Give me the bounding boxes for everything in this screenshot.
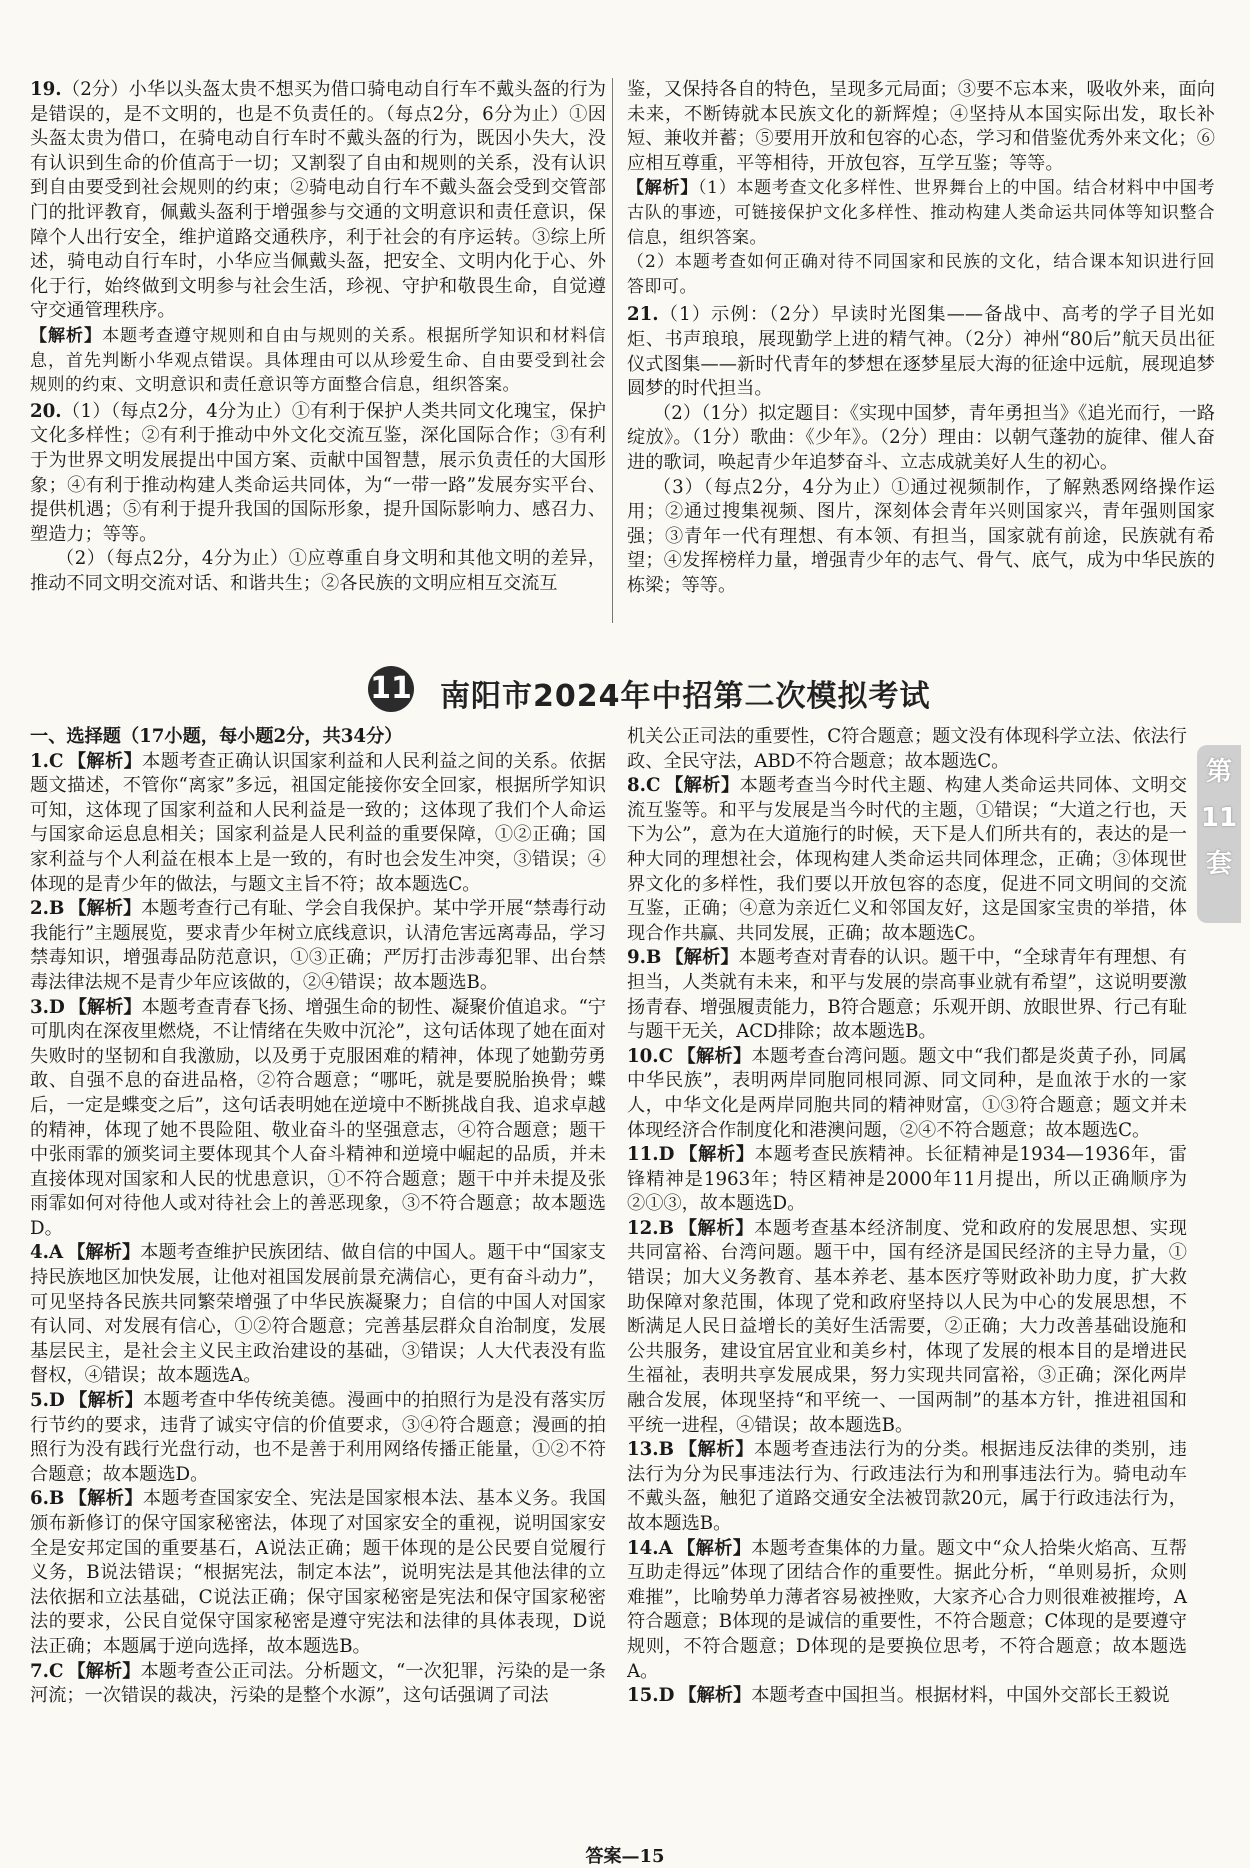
- answer-choice: D: [49, 996, 65, 1018]
- section-heading: 一、选择题（17小题，每小题2分，共34分）: [30, 726, 403, 747]
- choice-answer-item: [30, 750, 606, 898]
- question-number: 12.: [627, 1217, 659, 1239]
- analysis-text: 本题考查公正司法。分析题文，“一次犯罪，污染的是一条河流；一次错误的裁决，污染的是整个水源”，这句话强调了司法: [30, 1660, 606, 1707]
- question-number: 9.: [627, 947, 646, 969]
- analysis-text: 本题考查国家安全、宪法是国家根本法、基本义务。我国颁布新修订的保守国家秘密法，体现了对国家安全的重视，说明国家安全是安邦定国的重要基石，A说法正确；题干体现的是公民要自觉履行义务，B说法错误；“根据宪法，制定本法”，说明宪法是其他法律的立法依据和立法基础，C说法正确；保守国家秘密是宪法和保守国家秘密法的要求，公民自觉保守国家秘密是遵守宪法和法律的具体表现，D说法正确；本题属于逆向选择，故本题选B。: [30, 1488, 606, 1657]
- question-number: 11.: [627, 1144, 659, 1166]
- analysis-label: 【解析】: [678, 1144, 755, 1166]
- choice-answer-item: [30, 1487, 606, 1659]
- analysis-text: 本题考查违法行为的分类。根据违反法律的类别，违法行为分为民事违法行为、行政违法行为和刑事违法行为。骑电动车不戴头盔，触犯了道路交通安全法被罚款20元，属于行政违法行为，故本题选B。: [627, 1439, 1187, 1534]
- analysis-label: 【解析】: [665, 947, 739, 969]
- analysis-label: 【解析】: [664, 775, 740, 797]
- question-number: 20.: [30, 400, 62, 422]
- analysis-label: 【解析】: [30, 325, 103, 346]
- bottom-left-column: [30, 725, 606, 1709]
- choice-answer-item: [30, 1389, 606, 1487]
- analysis-text: 本题考查遵守规则和自由与规则的关系。根据所学知识和材料信息，首先判断小华观点错误。具体理由可以从珍爱生命、自由要受到社会规则的约束、文明意识和责任意识等方面整合信息，组织答案。: [30, 325, 607, 396]
- answer-choice: B: [646, 947, 662, 969]
- choice-answer-item: [627, 774, 1187, 946]
- analysis-text: 本题考查维护民族团结、做自信的中国人。题干中“国家支持民族地区加快发展，让他对祖国发展前景充满信心，更有奋斗动力”，可见坚持各民族共同繁荣增强了中华民族凝聚力；自信的中国人对国家有认同、对发展有信心，①②符合题意；完善基层群众自治制度，发展基层民主，是社会主义民主政治建设的基础，③错误；人大代表没有监督权，④错误；故本题选A。: [30, 1242, 606, 1387]
- answer-choice: D: [49, 1390, 65, 1412]
- analysis-text: 本题考查民族精神。长征精神是1934—1936年，雷锋精神是1963年；特区精神是2000年11月提出，所以正确顺序为②①③，故本题选D。: [627, 1144, 1187, 1215]
- analysis-text: 本题考查台湾问题。题文中“我们都是炎黄子孙，同属中华民族”，表明两岸同胞同根同源、同文同种，是血浓于水的一家人，中华文化是两岸同胞共同的精神财富，①③符合题意；题文并未体现经济合作制度化和港澳问题，②④不符合题意；故本题选C。: [627, 1045, 1187, 1141]
- question-number: 7.: [30, 1660, 49, 1682]
- answer-continuation: 机关公正司法的重要性，C符合题意；题文没有体现科学立法、依法行政、全民守法，ABD不符合题意；故本题选C。: [627, 726, 1187, 772]
- question-number: 19.: [30, 79, 62, 100]
- answer-choice: C: [646, 775, 661, 797]
- analysis-label: 【解析】: [67, 750, 143, 772]
- analysis-text: 本题考查青春飞扬、增强生命的韧性、凝聚价值追求。“宁可肌肉在深夜里燃烧，不让情绪在失败中沉沦”，这句话体现了她在面对失败时的坚韧和自我激励，以及勇于克服困难的精神，体现了她勤劳勇敢、自强不息的奋进品格，②符合题意；“哪吒，就是要脱胎换骨；蝶后，一定是蝶变之后”，这句话表明她在逆境中不断挑战自我、追求卓越的精神，体现了她不畏险阻、敬业奋斗的坚强意志，④符合题意；题干中张雨霏的颁奖词主要体现其个人奋斗精神和逆境中崛起的品质，并未直接体现对国家和人民的忧患意识，①不符合题意；题干中并未提及张雨霏如何对待他人或对待社会上的善恶现象，③不符合题意；故本题选D。: [30, 996, 606, 1239]
- question-21: [627, 303, 1215, 401]
- question-number: 13.: [627, 1439, 659, 1461]
- analysis-label: 【解析】: [678, 1217, 755, 1239]
- question-number: 4.: [30, 1242, 49, 1264]
- analysis-label: 【解析】: [67, 1660, 141, 1682]
- answer-text: （2分）小华以头盔太贵不想买为借口骑电动自行车不戴头盔的行为是错误的，是不文明的，也是不负责任的。（每点2分，6分为止）①因头盔太贵为借口，在骑电动自行车时不戴头盔的行为，既因小失大，没有认识到生命的价值高于一切；又割裂了自由和规则的关系，没有认识到自由要受到社会规则的约束；②骑电动自行车不戴头盔会受到交管部门的批评教育，佩戴头盔利于增强参与交通的文明意识和责任意识，保障个人出行安全，维护道路交通秩序，利于社会的有序运转。③综上所述，骑电动自行车时，小华应当佩戴头盔，把安全、文明内化于心、外化于行，始终做到文明参与社会生活，珍视、守护和敬畏生命，自觉遵守交通管理秩序。: [30, 79, 606, 322]
- analysis-text: 本题考查对青春的认识。题干中，“全球青年有理想、有担当，人类就有未来，和平与发展的崇高事业就有希望”，这说明要激扬青春、增强履责能力，B符合题意；乐观开朗、放眼世界、行己有耻与题干无关，ACD排除；故本题选B。: [627, 947, 1187, 1043]
- side-tab-char: 第: [1205, 757, 1232, 787]
- analysis-text: （1）本题考查文化多样性、世界舞台上的中国。结合材料中中国考古队的事迹，可链接保护文化多样性、推动构建人类命运共同体等知识整合信息，组织答案。: [627, 178, 1215, 248]
- answer-choice: B: [49, 898, 65, 920]
- answer-choice: B: [658, 1217, 675, 1239]
- question-number: 15.: [627, 1685, 659, 1707]
- analysis-label: 【解析】: [68, 898, 142, 920]
- question-number: 2.: [30, 898, 49, 920]
- answer-choice: C: [49, 1660, 64, 1682]
- analysis-text: 本题考查正确认识国家利益和人民利益之间的关系。依据题文描述，不管你“离家”多远，祖国定能接你安全回家，根据所学知识可知，这体现了国家利益和人民利益是一致的；这体现了我们个人命运与国家命运息息相关；国家利益是人民利益的重要保障，①②正确；国家利益与个人利益在根本上是一致的，有时也会发生冲突，③错误；④体现的是青少年的做法，与题文主旨不符；故本题选C。: [30, 750, 606, 895]
- answer-continuation: 鉴，又保持各自的特色，呈现多元局面；③要不忘本来，吸收外来，面向未来，不断铸就本民族文化的新辉煌；④坚持从本国实际出发，取长补短、兼收并蓄；⑤要用开放和包容的心态，学习和借鉴优秀外来文化；⑥应相互尊重，平等相待，开放包容，互学互鉴；等等。: [627, 79, 1215, 174]
- question-number: 10.: [627, 1045, 659, 1067]
- top-right-column: [627, 78, 1215, 598]
- analysis-label: 【解析】: [678, 1439, 755, 1461]
- choice-answer-item: [627, 1217, 1187, 1438]
- answer-choice: D: [658, 1685, 675, 1707]
- analysis-label: 【解析】: [677, 1045, 752, 1067]
- answer-choice: A: [49, 1242, 64, 1264]
- question-20: [30, 400, 606, 548]
- choice-answer-item: [627, 1045, 1187, 1143]
- set-side-tab: [1197, 745, 1241, 923]
- question-number: 3.: [30, 996, 49, 1018]
- answer-choice: B: [49, 1488, 65, 1510]
- analysis-text: 本题考查基本经济制度、党和政府的发展思想、实现共同富裕、台湾问题。题干中，国有经济是国民经济的主导力量，①错误；加大义务教育、基本养老、基本医疗等财政补助力度，扩大救助保障对象范围，体现了党和政府坚持以人民为中心的发展思想，不断满足人民日益增长的美好生活需要，②正确；大力改善基础设施和公共服务，建设宜居宜业和美乡村，体现了发展的根本目的是增进民生福祉，表明共享发展成果，努力实现共同富裕，③正确；深化两岸融合发展，体现坚持“和平统一、一国两制”的基本方针，推进祖国和平统一进程，④错误；故本题选B。: [627, 1217, 1187, 1436]
- answer-paragraph: （2）（1分）拟定题目：《实现中国梦，青年勇担当》《追光而行，一路绽放》。（1分）歌曲：《少年》。（2分）理由：以朝气蓬勃的旋律、催人奋进的歌词，唤起青少年追梦奋斗、立志成就美好人生的初心。: [627, 402, 1215, 473]
- question-number: 14.: [627, 1537, 659, 1559]
- side-tab-number: 11: [1200, 803, 1238, 833]
- analysis-text: 本题考查中国担当。根据材料，中国外交部长王毅说: [751, 1685, 1170, 1707]
- analysis-label: 【解析】: [68, 996, 142, 1018]
- analysis-label: 【解析】: [627, 178, 698, 199]
- answer-paragraph: （3）（每点2分，4分为止）①通过视频制作，了解熟悉网络操作运用；②通过搜集视频、图片，深刻体会青年兴则国家兴，青年强则国家强；③青年一代有理想、有本领、有担当，国家就有前途，民族就有希望；④发挥榜样力量，增强青少年的志气、骨气、底气，成为中华民族的栋梁；等等。: [627, 476, 1215, 596]
- choice-answer-item: [627, 946, 1187, 1044]
- analysis-label: 【解析】: [68, 1488, 143, 1510]
- analysis-20-part2: （2）本题考查如何正确对待不同国家和民族的文化，结合课本知识进行回答即可。: [627, 252, 1215, 297]
- analysis-label: 【解析】: [67, 1242, 141, 1264]
- bottom-right-column: [627, 725, 1187, 1709]
- analysis-text: 本题考查当今时代主题、构建人类命运共同体、文明交流互鉴等。和平与发展是当今时代的主题，①错误；“大道之行也，天下为公”，意为在大道施行的时候，天下是人们所共有的，表达的是一种大同的理想社会，体现构建人类命运共同体理念，正确；③体现世界文化的多样性，我们要以开放包容的态度，促进不同文明间的交流互鉴，正确；④意为亲近仁义和邻国友好，这是国家宝贵的举措，体现合作共赢、共同发展，正确；故本题选C。: [627, 775, 1187, 944]
- top-left-column: [30, 78, 606, 596]
- analysis-label: 【解析】: [676, 1537, 752, 1559]
- analysis-20: [627, 176, 1215, 250]
- page-footer: 答案—15: [585, 1846, 665, 1867]
- choice-answer-item: [30, 996, 606, 1242]
- analysis-19: [30, 324, 606, 398]
- choice-answer-item: [30, 897, 606, 995]
- analysis-text: 本题考查集体的力量。题文中“众人拾柴火焰高、互帮互助走得远”体现了团结合作的重要性。据此分析，“单则易折，众则难摧”，比喻势单力薄者容易被挫败，大家齐心合力则很难被摧垮，A符合题意；B体现的是诚信的重要性，不符合题意；C体现的是要遵守规则，不符合题意；D体现的是要换位思考，不符合题意；故本题选A。: [627, 1537, 1187, 1682]
- question-number: 8.: [627, 775, 646, 797]
- choice-answer-item: [627, 1684, 1187, 1709]
- question-number: 21.: [627, 304, 659, 326]
- analysis-label: 【解析】: [678, 1685, 752, 1707]
- set-number-badge: 11: [368, 666, 414, 712]
- answer-choice: B: [658, 1439, 675, 1461]
- side-tab-char: 套: [1205, 849, 1232, 879]
- choice-answer-item: [30, 1660, 606, 1709]
- question-number: 5.: [30, 1390, 49, 1412]
- question-number: 1.: [30, 750, 49, 772]
- column-divider: [612, 78, 613, 623]
- exam-title: 南阳市2024年中招第二次模拟考试: [440, 679, 931, 714]
- analysis-text: 本题考查中华传统美德。漫画中的拍照行为是没有落实厉行节约的要求，违背了诚实守信的价值要求，③④符合题意；漫画的拍照行为没有践行光盘行动，也不是善于利用网络传播正能量，①②不符合题意；故本题选D。: [30, 1390, 606, 1485]
- answer-choice: C: [49, 750, 64, 772]
- question-number: 6.: [30, 1488, 49, 1510]
- choice-answer-item: [627, 1537, 1187, 1685]
- answer-text: （1）示例：（2分）早读时光图集——备战中、高考的学子目光如炬、书声琅琅，展现勤学上进的精气神。（2分）神州“80后”航天员出征仪式图集——新时代青年的梦想在逐梦星辰大海的征途中远航，展现追梦圆梦的时代担当。: [627, 304, 1215, 400]
- choice-answer-item: [30, 1241, 606, 1389]
- answer-text: （1）（每点2分，4分为止）①有利于保护人类共同文化瑰宝，保护文化多样性；②有利于推动中外文化交流互鉴，深化国际合作；③有利于为世界文明发展提出中国方案、贡献中国智慧，展示负责任的大国形象；④有利于推动构建人类命运共同体，为“一带一路”发展夯实平台、提供机遇；⑤有利于提升我国的国际形象，提升国际影响力、感召力、塑造力；等等。: [30, 400, 606, 545]
- question-19: [30, 78, 606, 324]
- choice-answer-item: [627, 1143, 1187, 1217]
- answer-choice: A: [658, 1537, 673, 1559]
- choice-answer-item: [627, 1438, 1187, 1536]
- answer-paragraph: （2）（每点2分，4分为止）①应尊重自身文明和其他文明的差异，推动不同文明交流对话、和谐共生；②各民族的文明应相互交流互: [30, 548, 606, 594]
- answer-choice: C: [658, 1045, 674, 1067]
- analysis-text: 本题考查行己有耻、学会自我保护。某中学开展“禁毒行动我能行”主题展览，要求青少年树立底线意识，认清危害远离毒品，学习禁毒知识，增强毒品防范意识，①③正确；严厉打击涉毒犯罪、出台禁毒法律法规不是青少年应该做的，②④错误；故本题选B。: [30, 898, 606, 993]
- analysis-label: 【解析】: [68, 1390, 144, 1412]
- answer-choice: D: [658, 1144, 675, 1166]
